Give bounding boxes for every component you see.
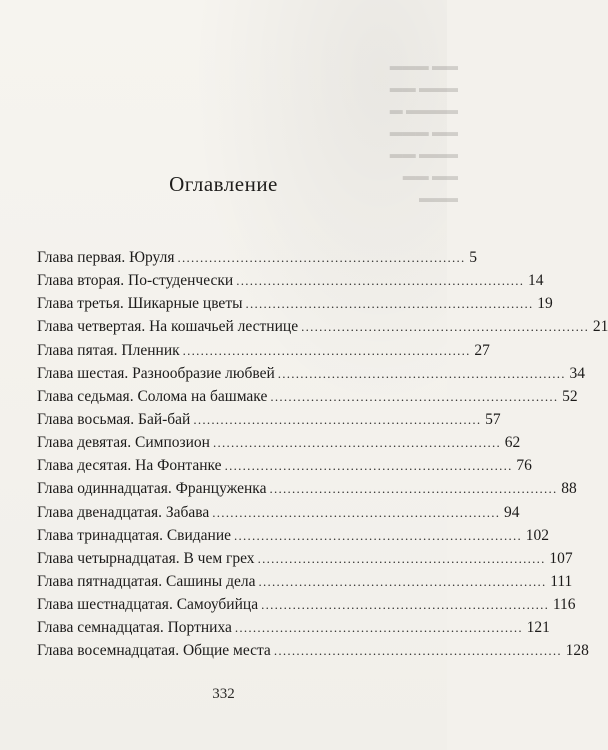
dot-leader — [212, 501, 498, 524]
chapter-page: 21 — [592, 318, 608, 336]
dot-leader — [225, 454, 511, 477]
dot-leader — [258, 570, 544, 593]
dot-leader — [235, 616, 521, 639]
toc-row — [37, 292, 553, 315]
chapter-page: 88 — [561, 480, 577, 498]
chapter-title: Глава пятнадцатая. Сашины дела — [37, 572, 256, 590]
show-through-text: ▬▬ ▬▬▬ ▬▬▬ ▬▬ ▬▬▬▬ ▬ ▬▬ ▬▬▬ ▬▬▬ ▬▬ ▬▬ ▬▬ ▬▬▬ — [389, 58, 458, 205]
toc-row — [37, 269, 544, 292]
dot-leader — [278, 362, 564, 385]
page-title: Оглавление — [169, 172, 278, 196]
chapter-title: Глава тринадцатая. Свидание — [37, 526, 232, 544]
chapter-page: 14 — [527, 272, 544, 290]
page-number: 332 — [212, 686, 235, 702]
dot-leader — [183, 339, 469, 362]
toc-row — [37, 570, 573, 593]
dot-leader — [193, 408, 479, 431]
dot-leader — [178, 246, 464, 269]
chapter-page: 94 — [503, 503, 520, 521]
toc-row — [37, 639, 589, 662]
chapter-title: Глава одиннадцатая. Француженка — [37, 480, 267, 498]
chapter-title: Глава восьмая. Бай-бай — [37, 410, 191, 428]
chapter-title: Глава восемнадцатая. Общие места — [37, 642, 271, 660]
chapter-title: Глава пятая. Пленник — [37, 341, 180, 359]
toc-row — [37, 454, 532, 477]
toc-row — [37, 339, 490, 362]
toc-row — [37, 315, 608, 338]
chapter-page: 62 — [504, 434, 521, 452]
chapter-page: 34 — [569, 364, 586, 382]
dot-leader — [246, 292, 532, 315]
chapter-title: Глава вторая. По-студенчески — [37, 272, 234, 290]
chapter-title: Глава третья. Шикарные цветы — [37, 295, 243, 313]
chapter-title: Глава девятая. Симпозион — [37, 434, 210, 452]
toc-row — [37, 385, 578, 408]
chapter-page: 27 — [474, 341, 490, 359]
chapter-title: Глава десятая. На Фонтанке — [37, 457, 222, 475]
chapter-page: 19 — [537, 295, 553, 313]
chapter-title: Глава четырнадцатая. В чем грех — [37, 549, 255, 567]
toc-row — [37, 524, 550, 547]
dot-leader — [213, 431, 499, 454]
dot-leader — [234, 524, 520, 547]
chapter-page: 121 — [526, 619, 550, 637]
chapter-title: Глава двенадцатая. Забава — [37, 503, 210, 521]
toc-row — [37, 408, 501, 431]
dot-leader — [269, 477, 555, 500]
toc-row — [37, 362, 586, 385]
chapter-page: 107 — [549, 549, 573, 567]
dot-leader — [274, 639, 560, 662]
toc-row — [37, 477, 577, 500]
chapter-page: 52 — [562, 387, 578, 405]
dot-leader — [261, 593, 547, 616]
chapter-page: 116 — [552, 596, 576, 614]
toc-row — [37, 246, 477, 269]
chapter-page: 5 — [469, 249, 477, 266]
chapter-title: Глава семнадцатая. Портниха — [37, 619, 232, 637]
toc-row — [37, 501, 520, 524]
table-of-contents — [37, 246, 608, 663]
toc-row — [37, 547, 573, 570]
toc-row — [37, 616, 550, 639]
toc-row — [37, 593, 576, 616]
chapter-page: 102 — [525, 526, 550, 544]
chapter-page: 57 — [485, 410, 501, 428]
chapter-page: 128 — [565, 642, 589, 660]
chapter-page: 111 — [550, 572, 573, 590]
chapter-page: 76 — [516, 457, 532, 475]
chapter-title: Глава седьмая. Солома на башмаке — [37, 387, 268, 405]
dot-leader — [301, 315, 587, 338]
toc-row — [37, 431, 521, 454]
chapter-title: Глава первая. Юруля — [37, 249, 175, 266]
dot-leader — [236, 269, 522, 292]
chapter-title: Глава шестая. Разнообразие любвей — [37, 364, 275, 382]
chapter-title: Глава четвертая. На кошачьей лестнице — [37, 318, 299, 336]
chapter-title: Глава шестнадцатая. Самоубийца — [37, 596, 259, 614]
dot-leader — [258, 547, 544, 570]
dot-leader — [270, 385, 556, 408]
